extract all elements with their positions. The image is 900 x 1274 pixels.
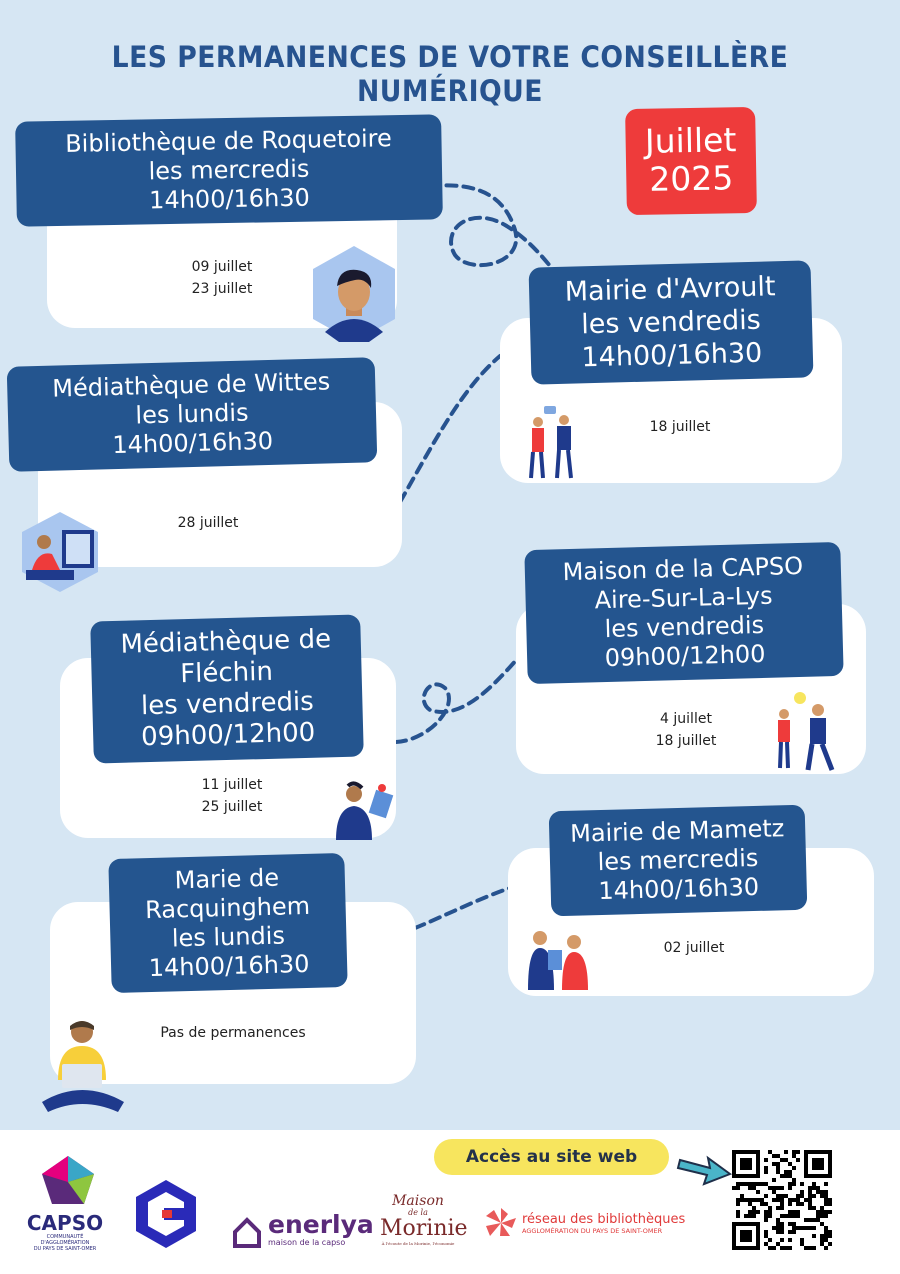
location-label-capso-aire: Maison de la CAPSO Aire-Sur-La-Lys les vendredis 09h00/12h00 [524, 542, 843, 684]
reseau-logo-text: réseau des bibliothèques AGGLOMÉRATION DU PAYS DE SAINT-OMER [522, 1212, 686, 1235]
c-logo-icon [134, 1178, 198, 1250]
location-dates-flechin: 11 juillet 25 juillet [201, 777, 263, 815]
location-label-flechin: Médiathèque de Fléchin les vendredis 09h00/12h00 [90, 614, 364, 763]
website-access-button[interactable]: Accès au site web [434, 1139, 669, 1175]
person-at-computer-icon [18, 510, 102, 594]
person-with-laptop-icon [38, 1016, 128, 1116]
two-people-idea-icon [772, 690, 838, 774]
page-title: LES PERMANENCES DE VOTRE CONSEILLÈRE NUMÉRIQUE [111, 40, 789, 108]
qr-code-icon[interactable] [732, 1150, 832, 1250]
two-people-talking-icon [526, 404, 582, 482]
arrow-right-icon [676, 1150, 732, 1186]
location-label-wittes: Médiathèque de Wittes les lundis 14h00/16h30 [7, 357, 378, 472]
morinie-logo-text: Maison de la Morinie À l'écoute de la Morinie, l'économie [380, 1193, 468, 1246]
location-label-roquetoire: Bibliothèque de Roquetoire les mercredis 14h00/16h30 [15, 114, 443, 226]
capso-logo-text: CAPSO COMMUNAUTÉ D'AGGLOMÉRATION DU PAYS DE SAINT-OMER [26, 1211, 104, 1252]
location-label-avroult: Mairie d'Avroult les vendredis 14h00/16h30 [529, 260, 814, 384]
month-name: Juillet [644, 120, 737, 161]
house-icon [232, 1216, 262, 1250]
location-dates-capso-aire: 4 juillet 18 juillet [655, 711, 717, 749]
month-year: 2025 [648, 158, 734, 199]
location-dates-racquinghem: Pas de permanences [160, 1025, 306, 1041]
person-avatar-icon [311, 244, 397, 344]
location-dates-mametz: 02 juillet [663, 940, 725, 956]
enerlya-logo-text: enerlya maison de la capso [268, 1210, 374, 1247]
location-dates-roquetoire: 09 juillet 23 juillet [191, 259, 253, 297]
book-flower-icon [484, 1206, 518, 1240]
location-dates-wittes: 28 juillet [177, 515, 239, 531]
capso-logo-icon [36, 1152, 100, 1212]
person-with-checklist-icon [330, 778, 396, 842]
location-label-racquinghem: Marie de Racquinghem les lundis 14h00/16h30 [108, 853, 347, 993]
location-label-mametz: Mairie de Mametz les mercredis 14h00/16h30 [549, 805, 808, 917]
location-dates-avroult: 18 juillet [649, 419, 711, 435]
two-people-tablet-icon [522, 926, 592, 994]
